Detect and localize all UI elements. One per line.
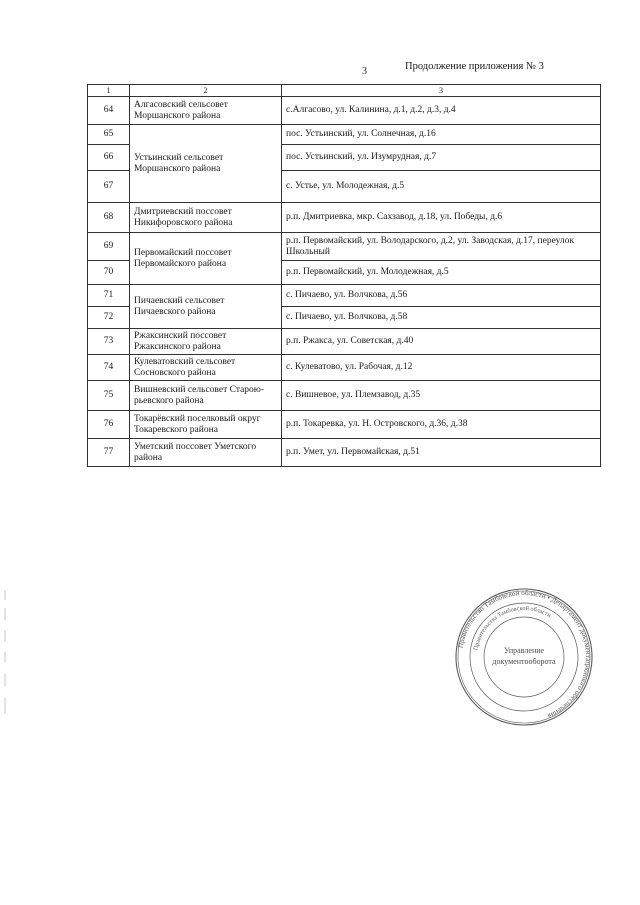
header-col-3: 3 xyxy=(282,85,601,97)
row-number: 74 xyxy=(88,355,130,381)
council-name: Токарёвский поселковый округ Токаревского района xyxy=(130,411,282,439)
address: с. Пичаево, ул. Волчкова, д.56 xyxy=(282,285,601,307)
council-name: Ржаксинский поссовет Ржаксинского района xyxy=(130,329,282,355)
row-number: 65 xyxy=(88,125,130,145)
row-number: 75 xyxy=(88,381,130,411)
council-name: Кулеватовский сельсовет Сосновского района xyxy=(130,355,282,381)
table-row xyxy=(88,381,601,411)
table-row xyxy=(88,439,601,467)
table-body xyxy=(88,97,601,467)
table-row xyxy=(88,125,601,145)
council-name: Пичаевский сельсовет Пичаевского района xyxy=(130,285,282,329)
addresses-table xyxy=(87,84,601,467)
address: пос. Устьинский, ул. Солнечная, д.16 xyxy=(282,125,601,145)
address: р.п. Первомайский, ул. Володарского, д.2, ул. Заводская, д.17, переулок Школьный xyxy=(282,233,601,261)
table-row xyxy=(88,97,601,125)
appendix-title: Продолжение приложения № 3 xyxy=(405,61,544,72)
header-row xyxy=(88,85,601,97)
address: с. Вишневое, ул. Племзавод, д.35 xyxy=(282,381,601,411)
address: р.п. Умет, ул. Первомайская, д.51 xyxy=(282,439,601,467)
row-number: 73 xyxy=(88,329,130,355)
council-name: Дмитриевский поссовет Никифоровского района xyxy=(130,203,282,233)
row-number: 72 xyxy=(88,307,130,329)
table-row xyxy=(88,411,601,439)
table-row xyxy=(88,285,601,307)
row-number: 66 xyxy=(88,145,130,171)
row-number: 70 xyxy=(88,261,130,285)
council-name: Устьинский сельсовет Моршанского района xyxy=(130,125,282,203)
row-number: 76 xyxy=(88,411,130,439)
address: р.п. Дмитриевка, мкр. Сахзавод, д.18, ул. Победы, д.6 xyxy=(282,203,601,233)
address: р.п. Первомайский, ул. Молодежная, д.5 xyxy=(282,261,601,285)
address: р.п. Токаревка, ул. Н. Островского, д.36, д.38 xyxy=(282,411,601,439)
row-number: 71 xyxy=(88,285,130,307)
row-number: 68 xyxy=(88,203,130,233)
council-name: Первомайский поссовет Первомайского района xyxy=(130,233,282,285)
address: с. Кулеватово, ул. Рабочая, д.12 xyxy=(282,355,601,381)
table-row xyxy=(88,329,601,355)
margin-scan-marks xyxy=(2,590,8,720)
row-number: 77 xyxy=(88,439,130,467)
address: с. Устье, ул. Молодежная, д.5 xyxy=(282,171,601,203)
row-number: 67 xyxy=(88,171,130,203)
official-seal xyxy=(449,587,599,727)
row-number: 64 xyxy=(88,97,130,125)
row-number: 69 xyxy=(88,233,130,261)
address: с. Пичаево, ул. Волчкова, д.58 xyxy=(282,307,601,329)
header-col-2: 2 xyxy=(130,85,282,97)
table-row xyxy=(88,233,601,261)
header-col-1: 1 xyxy=(88,85,130,97)
seal-outer-text: Правительство Тамбовской области • Департамент документационного обеспечения xyxy=(456,588,593,721)
address: пос. Устьинский, ул. Изумрудная, д.7 xyxy=(282,145,601,171)
address: с.Алгасово, ул. Калинина, д.1, д.2, д.3, д.4 xyxy=(282,97,601,125)
council-name: Алгасовский сельсовет Моршанского района xyxy=(130,97,282,125)
address: р.п. Ржакса, ул. Советская, д.40 xyxy=(282,329,601,355)
seal-center-line1: Управление xyxy=(503,646,545,655)
seal-inner-text: Правительства Тамбовской области xyxy=(472,604,553,651)
council-name: Вишневский сельсовет Староюрьевского района xyxy=(130,381,282,411)
table-row xyxy=(88,355,601,381)
table-row xyxy=(88,203,601,233)
council-name: Уметский поссовет Уметского района xyxy=(130,439,282,467)
seal-center-line2: документооборота xyxy=(492,657,556,666)
page-number: 3 xyxy=(362,66,367,77)
